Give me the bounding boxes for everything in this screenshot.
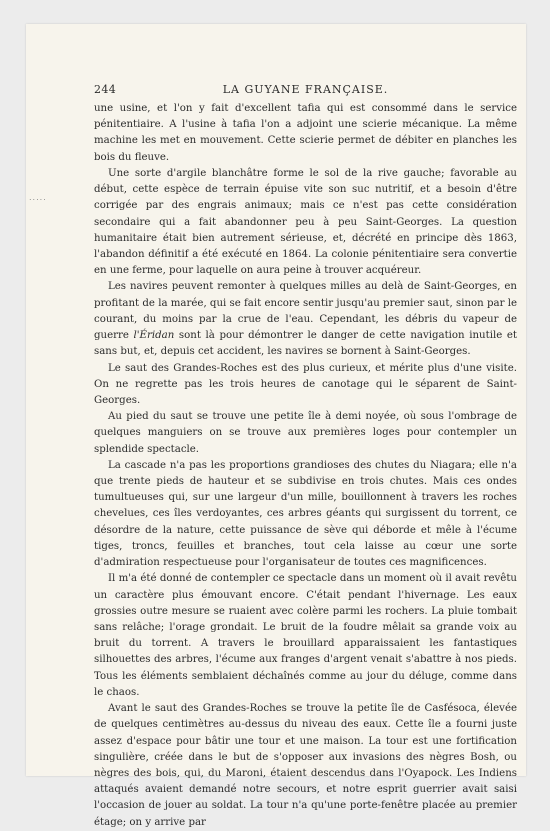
paragraph-text: sont là pour démontrer le danger de cette navigation inutile et sans but, et, depuis cet accident, les navires se bornent à Saint-Georges. (94, 330, 517, 358)
margin-mark: ..... (29, 193, 47, 202)
running-title: LA GUYANE FRANÇAISE. (222, 83, 389, 96)
ship-name-italic: l'Éridan (133, 330, 175, 342)
paragraph: Une sorte d'argile blanchâtre forme le sol de la rive gauche; favorable au début, cette espèce de terrain épuise vite son suc nutritif, et a besoin d'être corrigée par des engrais animaux; mais ce n'est pas cette considération secondaire qui a fait abandonner peu à peu Saint-Georges. La question humanitaire était bien autrement sérieuse, et, décrété en principe dès 1863, l'abandon définitif a été exécuté en 1864. La colonie pénitentiaire sera convertie en une ferme, pour laquelle on aura peine à trouver acquéreur. (94, 167, 517, 277)
page-body (94, 101, 517, 831)
paragraph: La cascade n'a pas les proportions grandioses des chutes du Niagara; elle n'a que trente pieds de hauteur et se subdivise en trois chutes. Mais ces ondes tumultueuses qui, sur une largeur d'un mille, bouillonnent à travers les roches chevelues, ces îles verdoyantes, ces arbres géants qui surgissent du torrent, ce désordre de la nature, cette puissance de sève qui déborde et mêle à l'écume tiges, troncs, feuilles et branches, tout cela laisse au cœur une sorte d'admiration respectueuse pour l'organisateur de toutes ces magnificences. (94, 459, 517, 569)
paragraph (94, 279, 517, 360)
paragraph-text: Les navires peuvent remonter à quelques milles au delà de Saint-Georges, en profitant de la marée, qui se fait encore sentir jusqu'au premier saut, sinon par le courant, du moins par la crue de l'eau. Cependant, les débris du vapeur de guerre (94, 281, 517, 342)
paragraph: Le saut des Grandes-Roches est des plus curieux, et mérite plus d'une visite. On ne regrette pas les trois heures de canotage qui le séparent de Saint-Georges. (94, 362, 517, 406)
paragraph: Avant le saut des Grandes-Roches se trouve la petite île de Casfésoca, élevée de quelques centimètres au-dessus du niveau des eaux. Cette île a fourni juste assez d'espace pour bâtir une tour et une maison. La tour est une fortification singulière, créée dans le but de s'opposer aux invasions des nègres Bosh, ou nègres des bois, qui, du Maroni, étaient descendus dans l'Oyapock. Les Indiens attaqués avaient demandé notre secours, et notre esprit guerrier avait saisi l'occasion de jouer au soldat. La tour n'a qu'une porte-fenêtre placée au premier étage; on y arrive par (94, 703, 517, 828)
page-number: 244 (94, 83, 117, 96)
text-block (94, 83, 517, 831)
paragraph: Au pied du saut se trouve une petite île à demi noyée, où sous l'ombrage de quelques manguiers on se trouve aux premières loges pour contempler un splendide spectacle. (94, 411, 517, 455)
book-page (26, 24, 526, 828)
paragraph: Il m'a été donné de contempler ce spectacle dans un moment où il avait revêtu un caractère plus émouvant encore. C'était pendant l'hivernage. Les eaux grossies outre mesure se ruaient avec colère parmi les rochers. La pluie tombait sans relâche; l'orage grondait. Le bruit de la foudre mêlait sa grande voix au bruit du torrent. A travers le brouillard apparaissaient les fantastiques silhouettes des arbres, l'écume aux franges d'argent venait s'abattre à nos pieds. Tous les éléments semblaient déchaînés comme au jour du déluge, comme dans le chaos. (94, 573, 517, 698)
running-head (94, 83, 517, 101)
paragraph: une usine, et l'on y fait d'excellent tafia qui est consommé dans le service pénitentiaire. A l'usine à tafia l'on a adjoint une scierie mécanique. La même machine les met en mouvement. Cette scierie permet de débiter en planches les bois du fleuve. (94, 103, 517, 163)
